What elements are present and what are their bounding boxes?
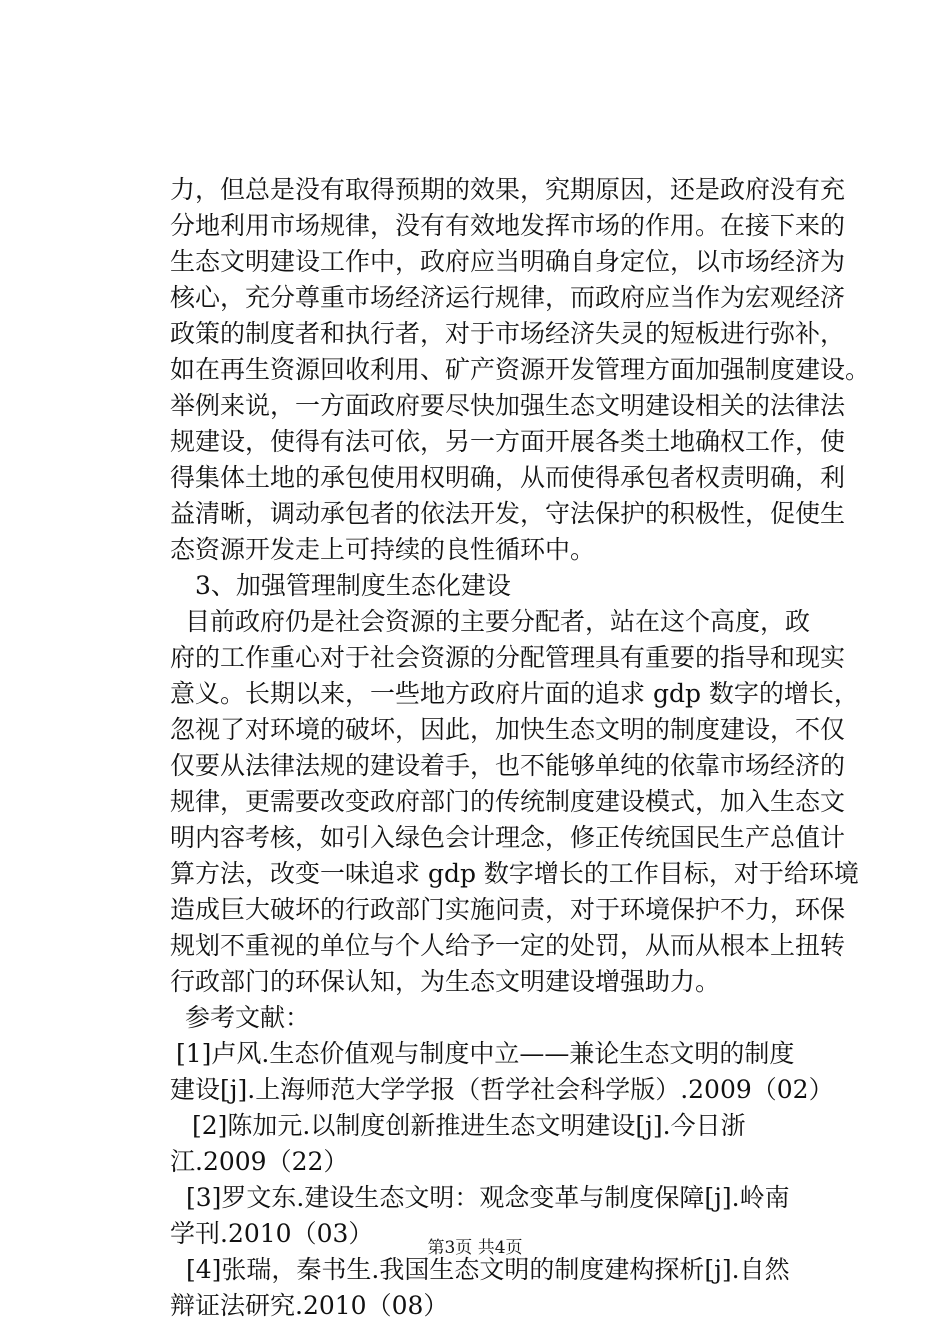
reference-line: 学刊.2010（03） — [170, 1219, 374, 1248]
section-line: 目前政府仍是社会资源的主要分配者，站在这个高度，政 — [185, 607, 811, 636]
section-line: 仅要从法律法规的建设着手，也不能够单纯的依靠市场经济的 — [170, 751, 846, 780]
section-line: 府的工作重心对于社会资源的分配管理具有重要的指导和现实 — [170, 643, 846, 672]
section-line: 造成巨大破坏的行政部门实施问责，对于环境保护不力，环保 — [170, 895, 846, 924]
reference-line: [4]张瑞，秦书生.我国生态文明的制度建构探析[j].自然 — [186, 1255, 790, 1284]
body-line: 生态文明建设工作中，政府应当明确自身定位，以市场经济为 — [170, 247, 846, 276]
body-line: 举例来说，一方面政府要尽快加强生态文明建设相关的法律法 — [170, 391, 846, 420]
reference-line: [1]卢风.生态价值观与制度中立——兼论生态文明的制度 — [176, 1039, 795, 1068]
section-line: 行政部门的环保认知，为生态文明建设增强助力。 — [170, 967, 721, 996]
reference-line: [2]陈加元.以制度创新推进生态文明建设[j].今日浙 — [192, 1111, 746, 1140]
section-heading: 3、加强管理制度生态化建设 — [195, 571, 511, 600]
reference-item — [170, 1108, 840, 1180]
reference-line: [3]罗文东.建设生态文明：观念变革与制度保障[j].岭南 — [186, 1183, 790, 1212]
body-line: 政策的制度者和执行者，对于市场经济失灵的短板进行弥补， — [170, 319, 846, 348]
body-line: 核心，充分尊重市场经济运行规律，而政府应当作为宏观经济 — [170, 283, 846, 312]
section-line: 规划不重视的单位与个人给予一定的处罚，从而从根本上扭转 — [170, 931, 846, 960]
document-body — [170, 172, 871, 1324]
section-line: 忽视了对环境的破坏，因此，加快生态文明的制度建设，不仅 — [170, 715, 846, 744]
reference-line: 江.2009（22） — [170, 1147, 349, 1176]
page-number: 第3页 共4页 — [427, 1238, 523, 1258]
body-line: 规建设，使得有法可依，另一方面开展各类土地确权工作，使 — [170, 427, 846, 456]
reference-line: 辩证法研究.2010（08） — [170, 1291, 449, 1320]
body-line: 如在再生资源回收利用、矿产资源开发管理方面加强制度建设。 — [170, 355, 871, 384]
reference-item — [170, 1036, 840, 1108]
section-line: 意义。长期以来，一些地方政府片面的追求 gdp 数字的增长， — [170, 679, 859, 708]
reference-line: 建设[j].上海师范大学学报（哲学社会科学版）.2009（02） — [170, 1075, 834, 1104]
section-line: 算方法，改变一味追求 gdp 数字增长的工作目标，对于给环境 — [170, 859, 859, 888]
section-line: 规律，更需要改变政府部门的传统制度建设模式，加入生态文 — [170, 787, 846, 816]
body-paragraph — [170, 172, 871, 568]
page-footer — [0, 1236, 950, 1260]
reference-item — [170, 1252, 840, 1324]
body-line: 态资源开发走上可持续的良性循环中。 — [170, 535, 596, 564]
body-line: 益清晰，调动承包者的依法开发，守法保护的积极性，促使生 — [170, 499, 846, 528]
body-line: 力，但总是没有取得预期的效果，究期原因，还是政府没有充 — [170, 175, 846, 204]
references-list — [170, 1036, 840, 1324]
references-heading: 参考文献： — [185, 1003, 311, 1032]
section-paragraph — [170, 604, 859, 1000]
body-line: 分地利用市场规律，没有有效地发挥市场的作用。在接下来的 — [170, 211, 846, 240]
section-line: 明内容考核，如引入绿色会计理念，修正传统国民生产总值计 — [170, 823, 846, 852]
body-line: 得集体土地的承包使用权明确，从而使得承包者权责明确，利 — [170, 463, 846, 492]
